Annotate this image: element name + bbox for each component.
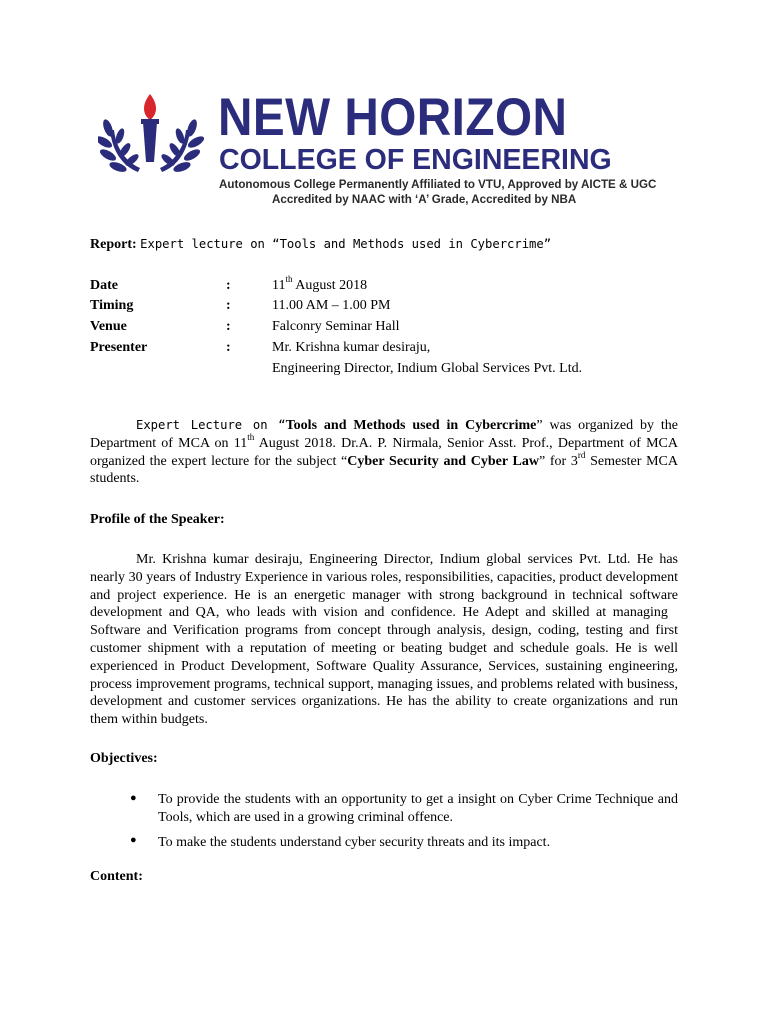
bullet-icon: ● — [130, 834, 137, 846]
report-label: Report: — [90, 237, 137, 252]
report-line — [90, 235, 551, 254]
affiliation-tagline: Autonomous College Permanently Affiliated to VTU, Approved by AICTE & UGC — [219, 178, 657, 191]
bullet-icon: ● — [130, 792, 137, 804]
date-value: 11th August 2018 — [272, 274, 368, 293]
timing-label: Timing — [90, 298, 134, 313]
objective-item: To make the students understand cyber security threats and its impact. — [158, 835, 551, 850]
timing-value: 11.00 AM – 1.00 PM — [272, 298, 391, 313]
presenter-affiliation: Engineering Director, Indium Global Services Pvt. Ltd. — [272, 361, 583, 376]
profile-heading: Profile of the Speaker: — [90, 512, 225, 527]
presenter-value: Mr. Krishna kumar desiraju, — [272, 340, 431, 355]
timing-separator: : — [226, 298, 231, 313]
date-separator: : — [226, 278, 231, 293]
presenter-separator: : — [226, 340, 231, 355]
intro-paragraph: Expert Lecture on “Tools and Methods used in Cybercrime” was organized by the Department of MCA on 11th August 2018. Dr.A. P. Nirmala, Senior Asst. Prof., Department of MCA organized the expert lecture for the subject “Cyber Security and Cyber Law” for 3rd Semester MCA students. — [90, 418, 679, 487]
venue-value: Falconry Seminar Hall — [272, 319, 400, 334]
torch-laurel-emblem-icon — [98, 92, 208, 184]
presenter-label: Presenter — [90, 340, 148, 355]
objective-item: To provide the students with an opportunity to get a insight on Cyber Crime Technique and Tools, which are used in a growing criminal offence. — [158, 792, 678, 825]
college-name-subtitle: COLLEGE OF ENGINEERING — [219, 144, 612, 176]
venue-separator: : — [226, 319, 231, 334]
content-heading: Content: — [90, 869, 143, 884]
profile-paragraph: Mr. Krishna kumar desiraju, Engineering Director, Indium global services Pvt. Ltd. He has nearly 30 years of Industry Experience in various roles, responsibilities, capacities, product development and project experience. He is an energetic manager with strong background in technical software development and QA, who leads with vision and confidence. He Adept and skilled at managing Software and Verification programs from concept through analysis, design, coding, testing and first customer shipment with a reputation of meeting or beating budget and schedule goals. He is well experienced in Product Development, Software Quality Assurance, Services, sustaining engineering, process improvement programs, technical support, managing issues, and problems related with business, development and customer services organizations. He has the ability to create organizations and run them within budgets. — [90, 552, 678, 728]
objectives-heading: Objectives: — [90, 751, 158, 766]
accreditation-tagline: Accredited by NAAC with ‘A’ Grade, Accredited by NBA — [272, 193, 577, 206]
college-name-title: NEW HORIZON — [218, 88, 568, 147]
date-label: Date — [90, 278, 118, 293]
report-text: Expert lecture on “Tools and Methods used in Cybercrime” — [140, 237, 552, 251]
venue-label: Venue — [90, 319, 127, 334]
